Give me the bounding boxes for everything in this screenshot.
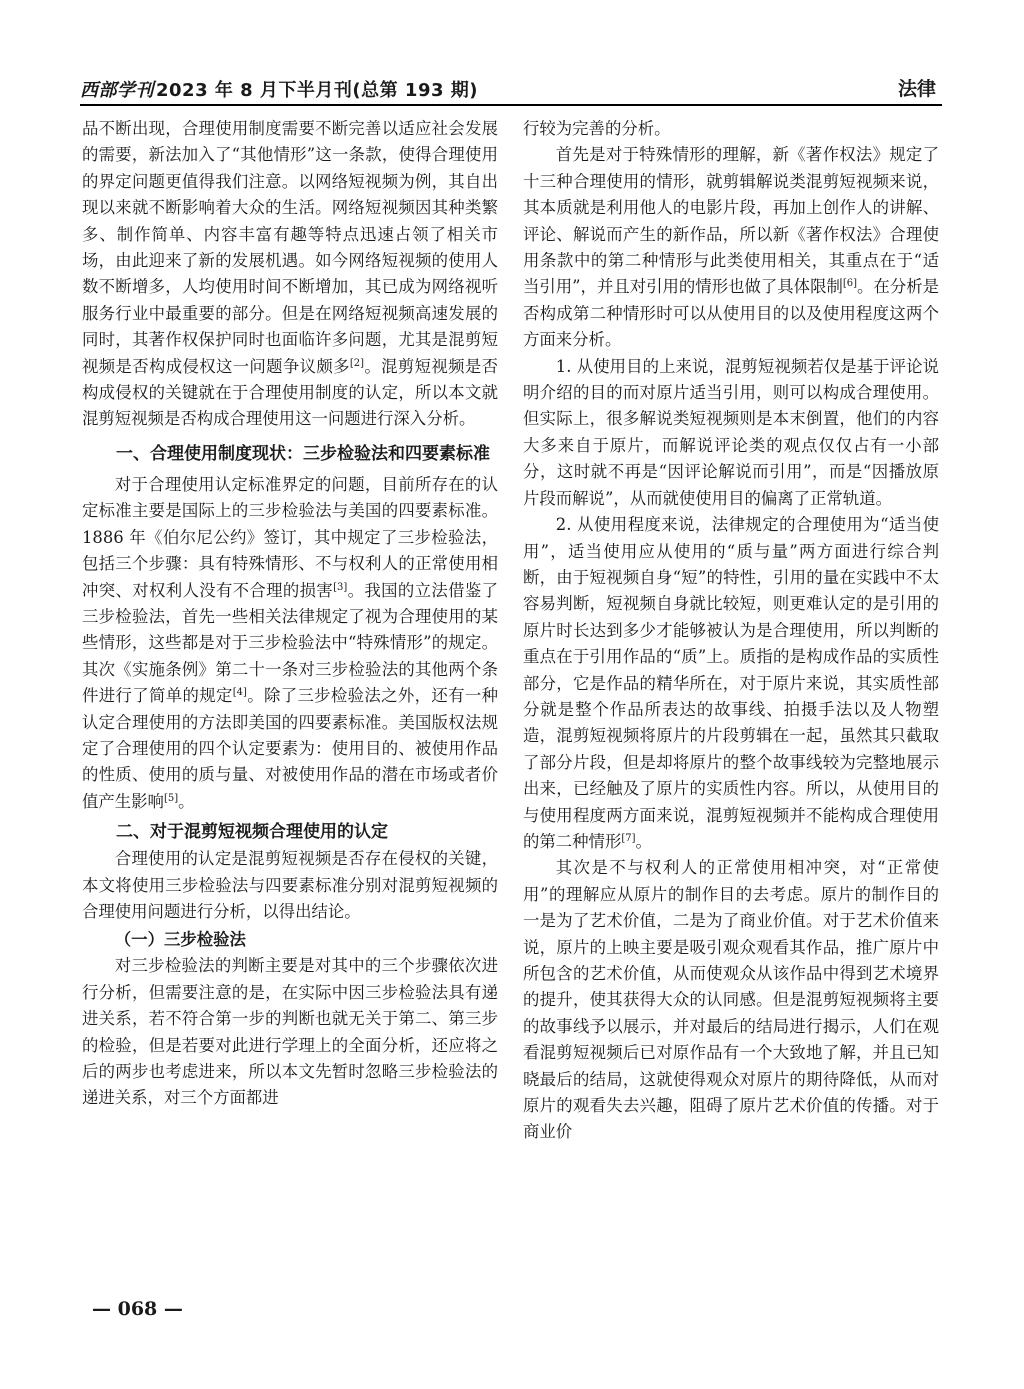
paragraph: 对于合理使用认定标准界定的问题，目前所存在的认定标准主要是国际上的三步检验法与美国的四要素标准。1886 年《伯尔尼公约》签订，其中规定了三步检验法，包括三个步骤：具有特殊情形、不与权利人的正常使用相冲突、对权利人没有不合理的损害[3]。我国的立法借鉴了三步检验法，首先一些相关法律规定了视为合理使用的某些情形，这些都是对于三步检验法中“特殊情形”的规定。其次《实施条例》第二十一条对三步检验法的其他两个条件进行了简单的规定[4]。除了三步检验法之外，还有一种认定合理使用的方法即美国的四要素标准。美国版权法规定了合理使用的四个认定要素为：使用目的、被使用作品的性质、使用的质与量、对被使用作品的潜在市场或者价值产生影响[5]。 <box>82 474 499 811</box>
section-heading-1: 一、合理使用制度现状：三步检验法和四要素标准 <box>116 443 490 464</box>
paragraph: 行较为完善的分析。 <box>523 119 671 138</box>
paragraph: 首先是对于特殊情形的理解，新《著作权法》规定了十三种合理使用的情形，就剪辑解说类混剪短视频来说，其本质就是利用他人的电影片段，再加上创作人的讲解、评论、解说而产生的新作品，所以新《著作权法》合理使用条款中的第二种情形与此类使用相关，其重点在于“适当引用”，并且对引用的情形也做了具体限制[6]。在分析是否构成第二种情形时可以从使用目的以及使用程度这两个方面来分析。 <box>523 145 939 350</box>
section-label: 法律 <box>897 78 936 100</box>
page-number: — 068 — <box>92 1298 183 1320</box>
paragraph: 品不断出现，合理使用制度需要不断完善以适应社会发展的需要，新法加入了“其他情形”这一条款，使得合理使用的界定问题更值得我们注意。以网络短视频为例，其自出现以来就不断影响着大众的生活。网络短视频因其种类繁多、制作简单、内容丰富有趣等特点迅速占领了相关市场，由此迎来了新的发展机遇。如今网络短视频的使用人数不断增多，人均使用时间不断增加，其已成为网络视听服务行业中最重要的部分。但是在网络短视频高速发展的同时，其著作权保护同时也面临许多问题，尤其是混剪短视频是否构成侵权这一问题争议颇多[2]。混剪短视频是否构成侵权的关键就在于合理使用制度的认定，所以本文就混剪短视频是否构成合理使用这一问题进行深入分析。 <box>82 119 499 429</box>
left-column <box>82 116 498 1112</box>
citation: [2] <box>349 357 365 369</box>
section-heading-2: 二、对于混剪短视频合理使用的认定 <box>116 822 388 843</box>
paragraph: 其次是不与权利人的正常使用相冲突，对“正常使用”的理解应从原片的制作目的去考虑。原片的制作目的一是为了艺术价值，二是为了商业价值。对于艺术价值来说，原片的上映主要是吸引观众观看其作品，推广原片中所包含的艺术价值，从而使观众从该作品中得到艺术境界的提升，使其获得大众的认同感。但是混剪短视频将主要的故事线予以展示，并对最后的结局进行揭示，人们在观看混剪短视频后已对原作品有一个大致地了解，并且已知晓最后的结局，这就使得观众对原片的期待降低，从而对原片的观看失去兴趣，阻碍了原片艺术价值的传播。对于商业价 <box>523 858 939 1142</box>
citation: [6] <box>842 278 858 290</box>
citation: [7] <box>621 832 636 844</box>
subsection-heading: （一）三步检验法 <box>114 930 246 950</box>
citation: [5] <box>163 792 179 804</box>
paragraph: 2. 从使用程度来说，法律规定的合理使用为“适当使用”，适当使用应从使用的“质与量”两方面进行综合判断，由于短视频自身“短”的特性，引用的量在实践中不太容易判断，短视频自身就比较短，则更难认定的是引用的原片时长达到多少才能够被认为是合理使用，所以判断的重点在于引用作品的“质”上。质指的是构成作品的实质性部分，它是作品的精华所在，对于原片来说，其实质性部分就是整个作品所表达的故事线、拍摄手法以及人物塑造，混剪短视频将原片的片段剪辑在一起，虽然其只截取了部分片段，但是却将原片的整个故事线较为完整地展示出来，已经触及了原片的实质性内容。所以，从使用目的与使用程度两方面来说，混剪短视频并不能构成合理使用的第二种情形[7]。 <box>523 515 939 851</box>
right-column <box>523 116 939 1146</box>
citation: [4] <box>232 687 247 699</box>
paragraph: 对三步检验法的判断主要是对其中的三个步骤依次进行分析，但需要注意的是，在实际中因三步检验法具有递进关系，若不符合第一步的判断也就无关于第二、第三步的检验，但是若要对此进行学理上的全面分析，还应将之后的两步也考虑进来，所以本文先暂时忽略三步检验法的递进关系，对三个方面都进 <box>82 956 498 1108</box>
paragraph: 合理使用的认定是混剪短视频是否存在侵权的关键，本文将使用三步检验法与四要素标准分别对混剪短视频的合理使用问题进行分析，以得出结论。 <box>82 849 498 921</box>
citation: [3] <box>333 581 348 593</box>
journal-masthead <box>80 76 478 102</box>
paragraph: 1. 从使用目的上来说，混剪短视频若仅是基于评论说明介绍的目的而对原片适当引用，则可以构成合理使用。但实际上，很多解说类短视频则是本末倒置，他们的内容大多来自于原片，而解说评论类的观点仅仅占有一小部分，这时就不再是“因评论解说而引用”，而是“因播放原片段而解说”，从而就使使用目的偏离了正常轨道。 <box>523 356 939 508</box>
issue-info: 2023 年 8 月下半月刊(总第 193 期) <box>156 80 478 101</box>
journal-logo: 西部学刊 <box>80 80 154 101</box>
running-header <box>80 70 942 106</box>
